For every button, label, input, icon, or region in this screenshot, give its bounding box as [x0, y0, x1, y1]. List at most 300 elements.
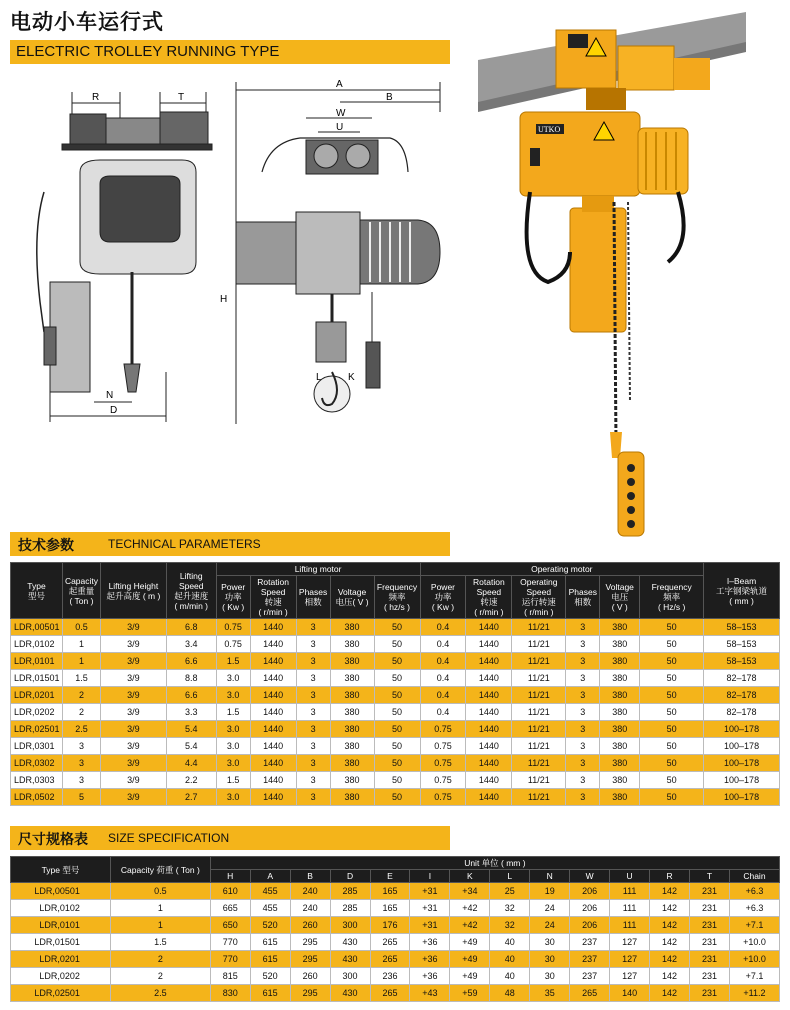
tech-cell: 3 [62, 772, 100, 789]
size-cell: +10.0 [729, 951, 779, 968]
size-cell: +10.0 [729, 934, 779, 951]
tech-cell: 1440 [250, 721, 296, 738]
tech-row [11, 772, 780, 789]
size-cell: 111 [610, 883, 650, 900]
tech-cell: 3 [296, 670, 330, 687]
size-cell: 142 [650, 917, 690, 934]
size-cell: 231 [689, 968, 729, 985]
size-th-col: U [610, 870, 650, 883]
size-cell: 2 [110, 951, 210, 968]
size-th-col: Chain [729, 870, 779, 883]
tech-cell: 1440 [466, 687, 512, 704]
label-u: U [336, 122, 344, 133]
tech-cell: 1440 [466, 738, 512, 755]
size-th-col: T [689, 870, 729, 883]
label-b: B [386, 92, 393, 103]
tech-cell: 3 [62, 738, 100, 755]
tech-cell: 3 [296, 619, 330, 636]
size-cell: +31 [410, 883, 450, 900]
tech-cell: 58–153 [704, 653, 780, 670]
size-th-capacity: Capacity 荷重 ( Ton ) [110, 857, 210, 883]
tech-cell: LDR,01501 [11, 670, 63, 687]
size-cell: 430 [330, 951, 370, 968]
tech-row [11, 670, 780, 687]
size-cell: 615 [250, 985, 290, 1002]
tech-cell: LDR,00501 [11, 619, 63, 636]
tech-cell: 50 [374, 789, 420, 806]
tech-cell: 0.75 [420, 789, 466, 806]
size-cell: 127 [610, 968, 650, 985]
size-cell: 300 [330, 968, 370, 985]
tech-cell: 3.0 [216, 789, 250, 806]
size-cell: +11.2 [729, 985, 779, 1002]
tech-table [10, 562, 780, 806]
tech-cell: 380 [330, 687, 374, 704]
tech-cell: 11/21 [512, 772, 566, 789]
th-lifting-speed: Lifting Speed 起升速度 ( m/min ) [166, 563, 216, 619]
tech-cell: LDR,0301 [11, 738, 63, 755]
tech-cell: LDR,0302 [11, 755, 63, 772]
size-cell: 2 [110, 968, 210, 985]
tech-cell: 1440 [466, 721, 512, 738]
tech-cell: 3 [566, 687, 600, 704]
tech-cell: 3 [566, 755, 600, 772]
size-cell: 295 [290, 934, 330, 951]
size-cell: 285 [330, 883, 370, 900]
tech-row [11, 789, 780, 806]
th-group-operating: Operating motor [420, 563, 704, 576]
tech-cell: 50 [640, 721, 704, 738]
th-o-voltage: Voltage 电压 ( V ) [600, 576, 640, 619]
tech-cell: 3 [566, 653, 600, 670]
th-capacity: Capacity 起重量 ( Ton ) [62, 563, 100, 619]
tech-cell: 0.4 [420, 704, 466, 721]
tech-cell: 3 [296, 772, 330, 789]
tech-cell: LDR,0102 [11, 636, 63, 653]
size-table [10, 856, 780, 1002]
tech-cell: 3/9 [100, 670, 166, 687]
tech-cell: 3.3 [166, 704, 216, 721]
tech-cell: 1440 [250, 789, 296, 806]
size-cell: 25 [490, 883, 530, 900]
size-cell: 815 [210, 968, 250, 985]
tech-cell: 100–178 [704, 721, 780, 738]
size-section-title [10, 826, 450, 850]
size-cell: 142 [650, 985, 690, 1002]
tech-cell: 380 [600, 704, 640, 721]
size-th-unit: Unit 单位 ( mm ) [210, 857, 779, 870]
size-th-col: K [450, 870, 490, 883]
tech-row [11, 687, 780, 704]
tech-cell: 1440 [250, 670, 296, 687]
size-cell: 142 [650, 900, 690, 917]
side-view-drawing [37, 92, 212, 422]
tech-cell: 3 [296, 636, 330, 653]
size-cell: 32 [490, 900, 530, 917]
tech-cell: 50 [640, 772, 704, 789]
size-cell: 265 [370, 934, 410, 951]
tech-row [11, 738, 780, 755]
tech-cell: 11/21 [512, 755, 566, 772]
tech-cell: 380 [600, 670, 640, 687]
tech-cell: 380 [330, 619, 374, 636]
size-cell: 231 [689, 900, 729, 917]
size-cell: 30 [530, 951, 570, 968]
size-cell: 520 [250, 917, 290, 934]
tech-cell: 82–178 [704, 704, 780, 721]
size-cell: 40 [490, 951, 530, 968]
size-cell: 142 [650, 883, 690, 900]
size-cell: 770 [210, 951, 250, 968]
tech-cell: 3 [296, 653, 330, 670]
tech-cell: 0.75 [420, 772, 466, 789]
size-th-col: B [290, 870, 330, 883]
tech-cell: 1440 [250, 619, 296, 636]
size-cell: 142 [650, 951, 690, 968]
label-n: N [106, 390, 114, 401]
size-cell: 30 [530, 968, 570, 985]
tech-cell: 50 [640, 653, 704, 670]
size-cell: +59 [450, 985, 490, 1002]
size-cell: 111 [610, 917, 650, 934]
tech-cell: 58–153 [704, 619, 780, 636]
tech-cell: 11/21 [512, 789, 566, 806]
size-cell: 24 [530, 900, 570, 917]
size-table-body [11, 883, 780, 1002]
tech-cell: 5.4 [166, 738, 216, 755]
tech-cell: LDR,02501 [11, 721, 63, 738]
tech-cell: 380 [330, 653, 374, 670]
size-row [11, 917, 780, 934]
tech-cell: 50 [640, 738, 704, 755]
size-cell: 430 [330, 934, 370, 951]
size-cell: 260 [290, 968, 330, 985]
tech-row [11, 636, 780, 653]
tech-cell: 380 [330, 772, 374, 789]
size-cell: 1 [110, 917, 210, 934]
tech-cell: 50 [374, 721, 420, 738]
th-l-phases: Phases 相数 [296, 576, 330, 619]
size-th-col: D [330, 870, 370, 883]
tech-cell: 1440 [466, 670, 512, 687]
tech-cell: LDR,0502 [11, 789, 63, 806]
tech-cell: 50 [374, 636, 420, 653]
tech-cell: 1.5 [62, 670, 100, 687]
size-cell: 237 [570, 968, 610, 985]
size-cell: LDR,0202 [11, 968, 111, 985]
size-cell: +36 [410, 951, 450, 968]
th-i-beam: I–Beam 工字钢梁轨道 ( mm ) [704, 563, 780, 619]
size-cell: 240 [290, 883, 330, 900]
tech-cell: 380 [600, 721, 640, 738]
tech-cell: 1440 [250, 653, 296, 670]
tech-cell: LDR,0303 [11, 772, 63, 789]
size-cell: 265 [370, 951, 410, 968]
size-cell: 140 [610, 985, 650, 1002]
tech-cell: 2 [62, 704, 100, 721]
tech-cell: 0.75 [420, 755, 466, 772]
tech-cell: 3 [296, 789, 330, 806]
tech-cell: 100–178 [704, 755, 780, 772]
tech-section-title [10, 532, 450, 556]
tech-cell: 11/21 [512, 636, 566, 653]
tech-cell: 380 [330, 738, 374, 755]
size-th-col: R [650, 870, 690, 883]
tech-cell: 50 [640, 789, 704, 806]
size-cell: LDR,0201 [11, 951, 111, 968]
th-l-rotation: Rotation Speed 转速 ( r/min ) [250, 576, 296, 619]
tech-cell: 0.4 [420, 670, 466, 687]
tech-cell: 50 [640, 619, 704, 636]
tech-cell: 1440 [466, 704, 512, 721]
tech-cell: 380 [330, 789, 374, 806]
tech-cell: 3.0 [216, 738, 250, 755]
label-h: H [220, 294, 228, 305]
size-cell: 231 [689, 883, 729, 900]
tech-cell: 50 [374, 619, 420, 636]
tech-cell: 1.5 [216, 704, 250, 721]
size-cell: 520 [250, 968, 290, 985]
tech-cell: 380 [330, 704, 374, 721]
tech-cell: 1440 [466, 755, 512, 772]
tech-cell: 380 [330, 670, 374, 687]
tech-cell: 3 [566, 738, 600, 755]
size-cell: +42 [450, 900, 490, 917]
size-cell: 285 [330, 900, 370, 917]
tech-table-body [11, 619, 780, 806]
tech-title-cn: 技术参数 [18, 538, 74, 554]
tech-cell: 3/9 [100, 687, 166, 704]
size-cell: +6.3 [729, 883, 779, 900]
size-cell: 165 [370, 900, 410, 917]
size-cell: 206 [570, 917, 610, 934]
page-header [10, 6, 450, 64]
tech-cell: 2.5 [62, 721, 100, 738]
tech-cell: 5 [62, 789, 100, 806]
tech-cell: 50 [640, 636, 704, 653]
size-cell: 48 [490, 985, 530, 1002]
tech-cell: LDR,0201 [11, 687, 63, 704]
tech-cell: 1.5 [216, 653, 250, 670]
tech-cell: LDR,0202 [11, 704, 63, 721]
tech-title-en: TECHNICAL PARAMETERS [108, 537, 261, 551]
tech-cell: 11/21 [512, 704, 566, 721]
tech-cell: 11/21 [512, 619, 566, 636]
tech-row [11, 721, 780, 738]
size-cell: +7.1 [729, 917, 779, 934]
size-row [11, 883, 780, 900]
size-cell: LDR,0101 [11, 917, 111, 934]
size-cell: 111 [610, 900, 650, 917]
tech-cell: 380 [330, 636, 374, 653]
tech-cell: 1440 [250, 772, 296, 789]
tech-cell: 11/21 [512, 653, 566, 670]
size-cell: 240 [290, 900, 330, 917]
tech-cell: 2.7 [166, 789, 216, 806]
tech-cell: 11/21 [512, 670, 566, 687]
tech-cell: 3 [296, 704, 330, 721]
tech-cell: 8.8 [166, 670, 216, 687]
size-th-col: L [490, 870, 530, 883]
tech-cell: 50 [374, 772, 420, 789]
size-row [11, 951, 780, 968]
size-cell: 231 [689, 934, 729, 951]
tech-cell: 50 [374, 687, 420, 704]
th-o-rotation: Rotation Speed 转速 ( r/min ) [466, 576, 512, 619]
size-cell: +49 [450, 951, 490, 968]
tech-cell: 50 [374, 738, 420, 755]
tech-cell: 3 [296, 755, 330, 772]
size-cell: +7.1 [729, 968, 779, 985]
tech-cell: 50 [374, 653, 420, 670]
label-l: L [316, 372, 322, 383]
size-cell: +43 [410, 985, 450, 1002]
th-type: Type 型号 [11, 563, 63, 619]
tech-cell: 3 [566, 721, 600, 738]
size-cell: 455 [250, 900, 290, 917]
label-w: W [336, 108, 346, 119]
tech-row [11, 653, 780, 670]
tech-cell: 1440 [250, 738, 296, 755]
tech-cell: 3 [566, 670, 600, 687]
size-cell: 650 [210, 917, 250, 934]
size-cell: +31 [410, 917, 450, 934]
tech-cell: 1440 [250, 755, 296, 772]
th-l-power: Power 功率 ( Kw ) [216, 576, 250, 619]
size-cell: 265 [370, 985, 410, 1002]
tech-cell: 3/9 [100, 636, 166, 653]
th-o-operating: Operating Speed 运行转速 ( r/min ) [512, 576, 566, 619]
size-cell: +34 [450, 883, 490, 900]
tech-cell: 3/9 [100, 721, 166, 738]
tech-cell: 0.75 [216, 636, 250, 653]
tech-cell: 1440 [250, 687, 296, 704]
tech-cell: 3/9 [100, 772, 166, 789]
tech-cell: 82–178 [704, 687, 780, 704]
tech-cell: 3 [566, 704, 600, 721]
size-cell: 455 [250, 883, 290, 900]
tech-cell: 0.75 [420, 738, 466, 755]
size-cell: 40 [490, 968, 530, 985]
tech-row [11, 755, 780, 772]
tech-cell: 1 [62, 636, 100, 653]
tech-cell: LDR,0101 [11, 653, 63, 670]
tech-cell: 50 [640, 687, 704, 704]
tech-cell: 3/9 [100, 789, 166, 806]
tech-cell: 380 [330, 721, 374, 738]
size-row [11, 934, 780, 951]
tech-cell: 0.5 [62, 619, 100, 636]
tech-cell: 1440 [466, 789, 512, 806]
size-cell: +31 [410, 900, 450, 917]
th-l-frequency: Frequency 频率 ( hz/s ) [374, 576, 420, 619]
tech-cell: 1440 [250, 704, 296, 721]
size-cell: 610 [210, 883, 250, 900]
size-cell: 300 [330, 917, 370, 934]
size-cell: 127 [610, 951, 650, 968]
tech-cell: 1 [62, 653, 100, 670]
tech-cell: 380 [600, 755, 640, 772]
tech-cell: 6.8 [166, 619, 216, 636]
size-cell: 430 [330, 985, 370, 1002]
size-cell: 40 [490, 934, 530, 951]
size-th-col: E [370, 870, 410, 883]
size-cell: 176 [370, 917, 410, 934]
th-lifting-height: Lifting Height 起升高度 ( m ) [100, 563, 166, 619]
size-row [11, 985, 780, 1002]
tech-cell: 2.2 [166, 772, 216, 789]
tech-cell: 1440 [466, 772, 512, 789]
size-cell: 0.5 [110, 883, 210, 900]
size-cell: 237 [570, 951, 610, 968]
th-l-voltage: Voltage 电压( V ) [330, 576, 374, 619]
tech-cell: 0.4 [420, 619, 466, 636]
size-cell: 265 [570, 985, 610, 1002]
label-t: T [178, 92, 185, 103]
tech-cell: 6.6 [166, 653, 216, 670]
tech-cell: 3/9 [100, 619, 166, 636]
tech-cell: 1440 [466, 619, 512, 636]
tech-cell: 6.6 [166, 687, 216, 704]
size-cell: 237 [570, 934, 610, 951]
size-cell: 142 [650, 934, 690, 951]
tech-cell: 50 [640, 755, 704, 772]
tech-row [11, 704, 780, 721]
tech-cell: 0.75 [216, 619, 250, 636]
tech-cell: 3/9 [100, 738, 166, 755]
size-cell: 665 [210, 900, 250, 917]
size-cell: 1.5 [110, 934, 210, 951]
tech-cell: 380 [600, 687, 640, 704]
size-th-type: Type 型号 [11, 857, 111, 883]
size-cell: LDR,0102 [11, 900, 111, 917]
label-k: K [348, 372, 355, 383]
tech-cell: 3.4 [166, 636, 216, 653]
size-cell: 770 [210, 934, 250, 951]
tech-cell: 0.4 [420, 687, 466, 704]
front-view-drawing [236, 82, 440, 424]
size-cell: +36 [410, 934, 450, 951]
tech-cell: 3 [296, 721, 330, 738]
tech-cell: 3.0 [216, 755, 250, 772]
brand-logo: UTKO [538, 125, 561, 134]
tech-cell: 4.4 [166, 755, 216, 772]
th-o-frequency: Frequency 频率 ( Hz/s ) [640, 576, 704, 619]
tech-cell: 3 [566, 619, 600, 636]
tech-cell: 380 [600, 738, 640, 755]
label-a: A [336, 79, 343, 90]
tech-cell: 1440 [250, 636, 296, 653]
tech-cell: 50 [374, 704, 420, 721]
tech-cell: 3.0 [216, 670, 250, 687]
tech-cell: 100–178 [704, 738, 780, 755]
size-cell: LDR,00501 [11, 883, 111, 900]
tech-cell: 3.0 [216, 721, 250, 738]
tech-cell: 5.4 [166, 721, 216, 738]
tech-cell: 82–178 [704, 670, 780, 687]
size-cell: 231 [689, 917, 729, 934]
tech-cell: 0.4 [420, 636, 466, 653]
tech-cell: 3 [62, 755, 100, 772]
size-cell: 127 [610, 934, 650, 951]
size-cell: 236 [370, 968, 410, 985]
th-group-lifting: Lifting motor [216, 563, 420, 576]
tech-cell: 3 [296, 738, 330, 755]
tech-cell: 50 [374, 670, 420, 687]
tech-row [11, 619, 780, 636]
size-cell: 830 [210, 985, 250, 1002]
tech-cell: 1440 [466, 653, 512, 670]
